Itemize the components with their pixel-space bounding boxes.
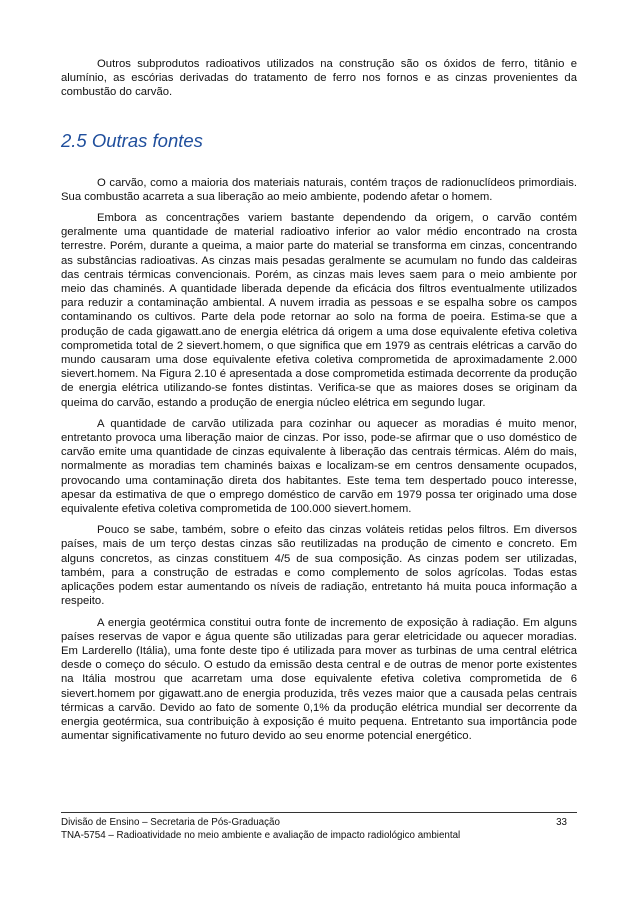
- page-number: 33: [556, 817, 567, 828]
- section-title: 2.5 Outras fontes: [61, 129, 203, 151]
- page-footer: [61, 816, 577, 842]
- intro-paragraph: Outros subprodutos radioativos utilizados na construção são os óxidos de ferro, titânio e alumínio, as escórias derivadas do tratamento de ferro nos fornos e as cinzas provenientes da combustão do carvão.: [61, 58, 577, 99]
- paragraph-geothermal: A energia geotérmica constitui outra fonte de incremento de exposição à radiação. Em alguns países reservas de vapor e água quente são utilizadas para gerar eletricidade ou aquecer moradias. Em Larderello (Itália), uma fonte deste tipo é utilizada para mover as turbinas de uma central elétrica desde o começo do século. O estudo da emissão desta central e de outras de menor porte existentes na Itália mostrou que acarretam uma dose equivalente efetiva coletiva comprometida de 6 sievert.homem por gigawatt.ano de energia produzida, três vezes maior que a causada pelas centrais térmicas a carvão. Devido ao fato de somente 0,1% da produção elétrica mundial ser decorrente da energia geotérmica, sua contribuição à exposição é muito pequena. Entretanto sua importância pode aumentar significativamente no futuro devido ao seu enorme potencial energético.: [61, 616, 577, 743]
- paragraph-coal-traces: O carvão, como a maioria dos materiais naturais, contém traços de radionuclídeos primordiais. Sua combustão acarreta a sua liberação ao meio ambiente, podendo afetar o homem.: [61, 176, 577, 203]
- document-page: [61, 57, 577, 750]
- paragraph-volatile-ashes: Pouco se sabe, também, sobre o efeito das cinzas voláteis retidas pelos filtros. Em diversos países, mais de um terço destas cinzas são reutilizadas na produção de cimento e concreto. Em alguns concretos, as cinzas constituem 4/5 de sua composição. As cinzas podem ser utilizadas, também, para a construção de estradas e como complemento de solos agrícolas. Todas estas aplicações podem estar aumentando os níveis de radiação, entretanto há muita pouca informação a respeito.: [61, 524, 577, 608]
- paragraph-coal-ashes: Embora as concentrações variem bastante dependendo da origem, o carvão contém geralmente uma quantidade de material radioativo inferior ao valor médio encontrado na crosta terrestre. Porém, durante a queima, a maior parte do material se transforma em cinzas, concentrando as substâncias radioativas. As cinzas mais pesadas geralmente se acumulam no fundo das caldeiras das centrais térmicas convencionais. Porém, as cinzas mais leves saem para o meio ambiente por meio das chaminés. A quantidade liberada depende da eficácia dos filtros eventualmente utilizados para reduzir a contaminação ambiental. A nuvem irradia as pessoas e se espalha sobre os campos contaminando os cultivos. Parte dela pode retornar ao solo na forma de poeira. Estima-se que a produção de cada gigawatt.ano de energia elétrica dá origem a uma dose equivalente efetiva coletiva comprometida total de 2 sievert.homem, o que significa que em 1979 as centrais elétricas a carvão do mundo causaram uma dose equivalente efetiva coletiva comprometida de aproximadamente 2.000 sievert.homem. Na Figura 2.10 é apresentada a dose comprometida estimada decorrente da produção de energia elétrica utilizando-se fontes distintas. Verifica-se que as maiores doses se originam da queima do carvão, estando a produção de energia núcleo elétrica em segundo lugar.: [61, 212, 577, 409]
- footer-divider: [61, 812, 577, 813]
- footer-division: Divisão de Ensino – Secretaria de Pós-Graduação: [61, 817, 280, 828]
- paragraph-domestic-coal: A quantidade de carvão utilizada para cozinhar ou aquecer as moradias é muito menor, entretanto provoca uma liberação maior de cinzas. Por isso, pode-se afirmar que o uso doméstico de carvão emite uma quantidade de cinzas equivalente à liberação das centrais térmicas. Além do mais, normalmente as moradias tem chaminés baixas e localizam-se em centros densamente ocupados, provocando uma contaminação direta dos habitantes. Este tema tem despertado pouco interesse, apesar da estimativa de que o emprego doméstico de carvão em 1979 possa ter originado uma dose equivalente efetiva coletiva comprometida de 100.000 sievert.homem.: [61, 417, 577, 516]
- footer-course: TNA-5754 – Radioatividade no meio ambiente e avaliação de impacto radiológico ambiental: [61, 830, 461, 841]
